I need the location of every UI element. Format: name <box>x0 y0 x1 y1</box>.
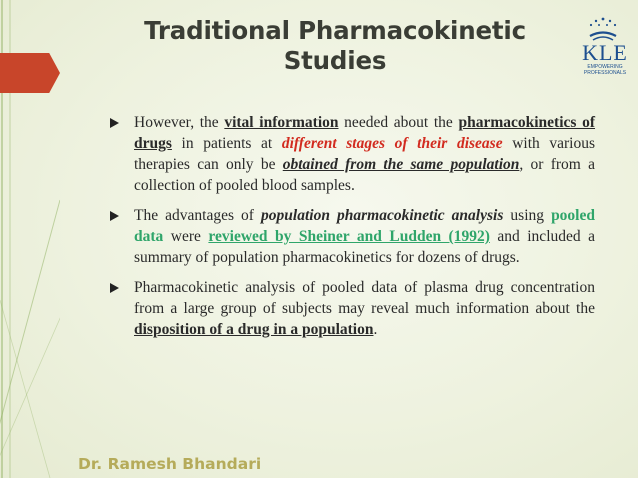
slide-title <box>120 16 550 76</box>
logo-tagline: EMPOWERING PROFESSIONALS <box>583 64 627 76</box>
emphasis-bold-italic: population pharmacokinetic analysis <box>261 207 504 224</box>
bullet-arrow-icon <box>110 283 119 293</box>
bullet-list <box>110 112 595 349</box>
emphasis-red: different stages of their disease <box>281 135 503 152</box>
bullet-item: The advantages of population pharmacokinetic analysis using pooled data were reviewed by Sheiner and Ludden (1992) and included a summary of population pharmacokinetics for dozens of drugs. <box>110 205 595 268</box>
title-line-1: Traditional Pharmacokinetic <box>144 16 526 45</box>
bullet-item: However, the vital information needed about the pharmacokinetics of drugs in patients at different stages of their disease with various therapies can only be obtained from the same population, or from a collection of pooled blood samples. <box>110 112 595 196</box>
bullet-item: Pharmacokinetic analysis of pooled data of plasma drug concentration from a large group of subjects may reveal much information about the disposition of a drug in a population. <box>110 277 595 340</box>
footer-author: Dr. Ramesh Bhandari <box>78 455 262 473</box>
bullet-arrow-icon <box>110 118 119 128</box>
reference-link: reviewed by Sheiner and Ludden (1992) <box>208 228 490 245</box>
emphasis-underline-italic: obtained from the same population <box>282 156 520 173</box>
emphasis-underline: pharmacokinetics of drugs <box>134 114 596 152</box>
title-line-2: Studies <box>283 46 387 75</box>
bullet-arrow-icon <box>110 211 119 221</box>
arrow-tab-decoration <box>0 53 60 93</box>
emphasis-green: pooled data <box>134 207 595 245</box>
logo-wordmark: KLE <box>582 40 628 65</box>
emphasis-underline: disposition of a drug in a population <box>134 321 374 338</box>
emphasis-underline: vital information <box>224 114 339 131</box>
